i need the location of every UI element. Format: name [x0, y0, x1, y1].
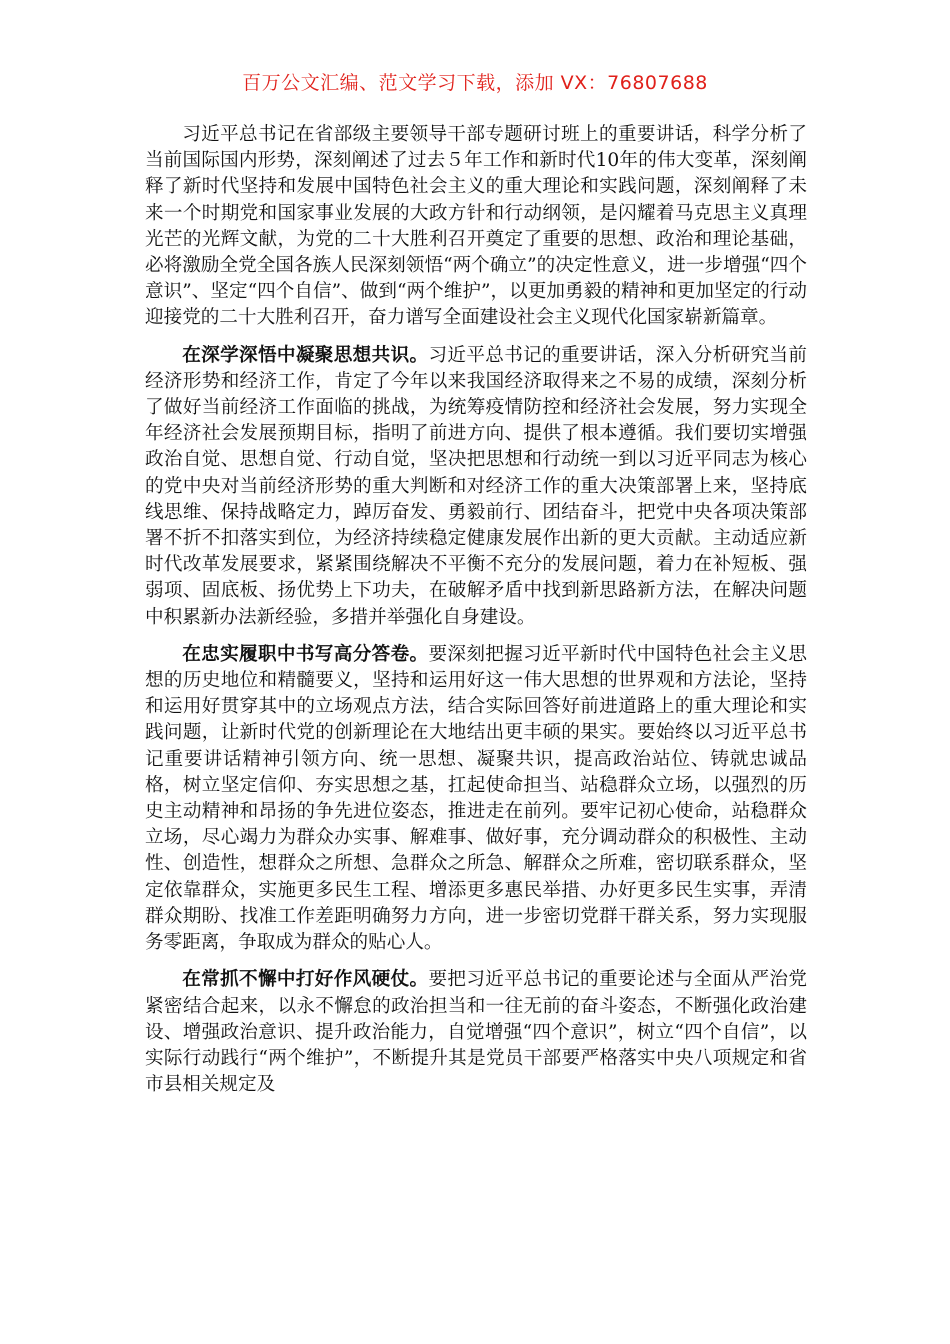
paragraph-text: 要深刻把握习近平新时代中国特色社会主义思想的历史地位和精髓要义，坚持和运用好这一伟大思想的世界观和方法论，坚持和运用好贯穿其中的立场观点方法，结合实际回答好前进道路上的重大理论和实践问题，让新时代党的创新理论在大地结出更丰硕的果实。要始终以习近平总书记重要讲话精神引领方向、统一思想、凝聚共识，提高政治站位、铸就忠诚品格，树立坚定信仰、夯实思想之基，扛起使命担当、站稳群众立场，以强烈的历史主动精神和昂扬的争先进位姿态，推进走在前列。要牢记初心使命，站稳群众立场，尽心竭力为群众办实事、解难事、做好事，充分调动群众的积极性、主动性、创造性，想群众之所想、急群众之所急、解群众之所难，密切联系群众，坚定依靠群众，实施更多民生工程、增添更多惠民举措、办好更多民生实事，弄清群众期盼、找准工作差距明确努力方向，进一步密切党群干群关系，努力实现服务零距离，争取成为群众的贴心人。: [145, 643, 807, 954]
watermark-header: 百万公文汇编、范文学习下载，添加 VX：76807688: [242, 72, 708, 94]
article-body: [145, 122, 807, 1109]
paragraph-text: 要把习近平总书记的重要论述与全面从严治党紧密结合起来，以永不懈怠的政治担当和一往无前的奋斗姿态，不断强化政治建设、增强政治意识、提升政治能力，自觉增强“四个意识”，树立“四个自信”，以实际行动践行“两个维护”，不断提升其是党员干部要严格落实中央八项规定和省市县相关规定及: [145, 969, 807, 1096]
paragraph-lead: 在深学深悟中凝聚思想共识。: [182, 344, 429, 366]
paragraph-intro: [145, 122, 807, 332]
paragraph-section-2: [145, 642, 807, 956]
paragraph-lead: 在常抓不懈中打好作风硬仗。: [182, 969, 429, 991]
paragraph-text: 习近平总书记在省部级主要领导干部专题研讨班上的重要讲话，科学分析了当前国际国内形势，深刻阐述了过去５年工作和新时代10年的伟大变革，深刻阐释了新时代坚持和发展中国特色社会主义的重大理论和实践问题，深刻阐释了未来一个时期党和国家事业发展的大政方针和行动纲领，是闪耀着马克思主义真理光芒的光辉文献，为党的二十大胜利召开奠定了重要的思想、政治和理论基础，必将激励全党全国各族人民深刻领悟“两个确立”的决定性意义，进一步增强“四个意识”、坚定“四个自信”、做到“两个维护”，以更加勇毅的精神和更加坚定的行动迎接党的二十大胜利召开，奋力谱写全面建设社会主义现代化国家崭新篇章。: [145, 124, 807, 329]
paragraph-text: 习近平总书记的重要讲话，深入分析研究当前经济形势和经济工作，肯定了今年以来我国经济取得来之不易的成绩，深刻分析了做好当前经济工作面临的挑战，为统筹疫情防控和经济社会发展，努力实现全年经济社会发展预期目标，指明了前进方向、提供了根本遵循。我们要切实增强政治自觉、思想自觉、行动自觉，坚决把思想和行动统一到以习近平同志为核心的党中央对当前经济形势的重大判断和对经济工作的重大决策部署上来，坚持底线思维、保持战略定力，踔厉奋发、勇毅前行、团结奋斗，把党中央各项决策部署不折不扣落实到位，为经济持续稳定健康发展作出新的更大贡献。主动适应新时代改革发展要求，紧紧围绕解决不平衡不充分的发展问题，着力在补短板、强弱项、固底板、扬优势上下功夫，在破解矛盾中找到新思路新方法，在解决问题中积累新办法新经验，多措并举强化自身建设。: [145, 344, 807, 628]
paragraph-section-1: [145, 343, 807, 631]
paragraph-section-3: [145, 967, 807, 1098]
paragraph-lead: 在忠实履职中书写高分答卷。: [182, 643, 429, 665]
